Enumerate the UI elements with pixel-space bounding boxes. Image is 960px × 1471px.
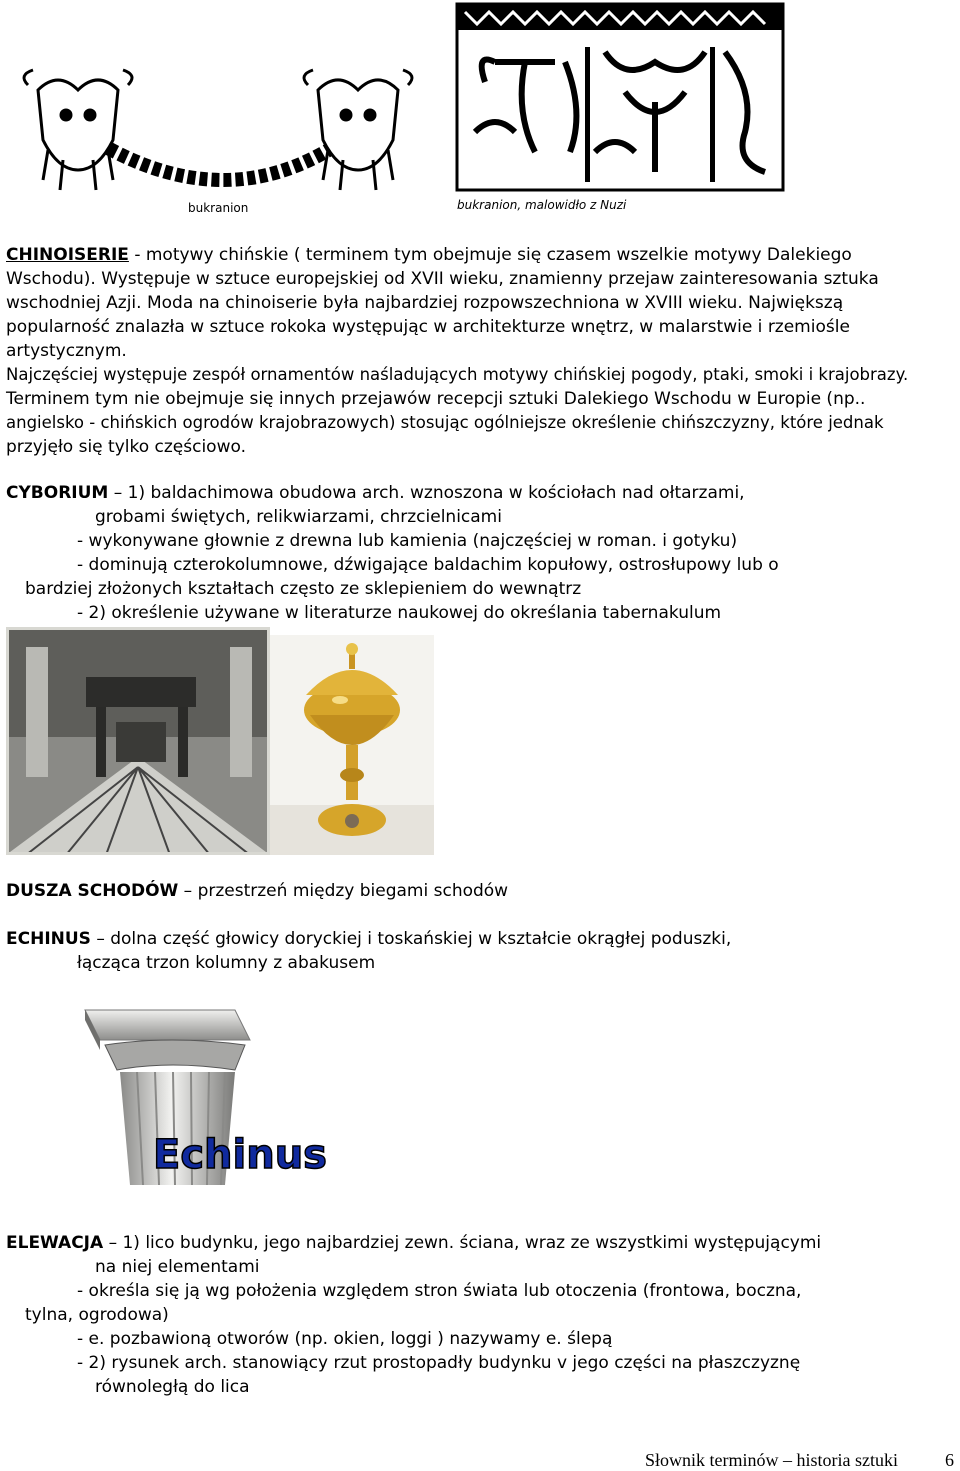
elewacja-line: - określa się ją wg położenia względem stron świata lub otoczenia (frontowa, boczna,	[77, 1281, 802, 1301]
bucranion-caption: bukranion	[188, 201, 249, 215]
chinoiserie-line: wschodniej Azji. Moda na chinoiserie była najbardziej rozpowszechniona w XVIII wieku. Największą	[6, 293, 844, 313]
dusza-schodow-entry	[6, 879, 508, 903]
cyborium-entry	[6, 481, 779, 625]
chinoiserie-line: Terminem tym nie obejmuje się innych przejawów recepcji sztuki Dalekiego Wschodu w Europie (np..	[6, 389, 866, 409]
chinoiserie-line: Najczęściej występuje zespół ornamentów naśladujących motywy chińskiej pogody, ptaki, smoki i krajobrazy.	[6, 365, 909, 384]
echinus-line: – dolna część głowicy doryckiej i toskańskiej w kształcie okrągłej poduszki,	[90, 929, 732, 949]
nuzi-painting-image	[455, 2, 785, 192]
chinoiserie-line: Wschodu). Występuje w sztuce europejskiej od XVII wieku, znamienny przejaw zainteresowania sztuka	[6, 269, 879, 289]
cyborium-line: grobami świętych, relikwiarzami, chrzcielnicami	[95, 507, 502, 527]
cyborium-term: CYBORIUM	[6, 483, 109, 503]
echinus-term: ECHINUS	[6, 929, 91, 949]
elewacja-line: - e. pozbawioną otworów (np. okien, loggi ) nazywamy e. ślepą	[77, 1329, 613, 1349]
cyborium-interior-photo	[6, 627, 270, 855]
footer-title: Słownik terminów – historia sztuki	[645, 1450, 898, 1470]
chinoiserie-line: - motywy chińskie ( terminem tym obejmuje się czasem wszelkie motywy Dalekiego	[128, 245, 852, 265]
echinus-image-label: Echinus	[153, 1132, 327, 1178]
chinoiserie-entry	[6, 243, 908, 459]
elewacja-line: – 1) lico budynku, jego najbardziej zewn. ściana, wraz ze wszystkimi występującymi	[103, 1233, 822, 1253]
bucranion-garland-image	[18, 60, 438, 200]
chinoiserie-line: popularność znalazła w sztuce rokoka występując w architekturze wnętrz, w malarstwie i rzemiośle	[6, 317, 850, 337]
elewacja-line: równoległą do lica	[95, 1377, 250, 1397]
cyborium-line: - 2) określenie używane w literaturze naukowej do określania tabernakulum	[77, 603, 722, 623]
cyborium-line: - dominują czterokolumnowe, dźwigające baldachim kopułowy, ostrosłupowy lub o	[77, 555, 779, 575]
page-number: 6	[945, 1450, 954, 1470]
cyborium-line: - wykonywane głownie z drewna lub kamienia (najczęściej w roman. i gotyku)	[77, 531, 738, 551]
echinus-entry	[6, 927, 731, 975]
chinoiserie-line: artystycznym.	[6, 341, 127, 361]
elewacja-term: ELEWACJA	[6, 1233, 104, 1253]
cyborium-line: bardziej złożonych kształtach często ze sklepieniem do wewnątrz	[25, 579, 582, 599]
chinoiserie-line: angielsko - chińskich ogrodów krajobrazowych) stosując ogólniejsze określenie chińszczyzny, które jednak	[6, 413, 884, 432]
chinoiserie-line: przyjęło się tylko częściowo.	[6, 437, 246, 457]
echinus-line: łącząca trzon kolumny z abakusem	[77, 953, 376, 973]
echinus-column-image	[75, 1000, 345, 1185]
dusza-schodow-definition: – przestrzeń między biegami schodów	[178, 881, 509, 901]
chinoiserie-term: CHINOISERIE	[6, 245, 129, 265]
ciborium-chalice-photo	[270, 635, 434, 855]
elewacja-line: na niej elementami	[95, 1257, 260, 1277]
cyborium-line: – 1) baldachimowa obudowa arch. wznoszona w kościołach nad ołtarzami,	[108, 483, 745, 503]
elewacja-line: tylna, ogrodowa)	[25, 1305, 169, 1325]
dusza-schodow-term: DUSZA SCHODÓW	[6, 881, 179, 901]
nuzi-caption: bukranion, malowidło z Nuzi	[457, 198, 627, 212]
elewacja-entry	[6, 1231, 821, 1399]
elewacja-line: - 2) rysunek arch. stanowiący rzut prostopadły budynku v jego części na płaszczyznę	[77, 1353, 801, 1373]
